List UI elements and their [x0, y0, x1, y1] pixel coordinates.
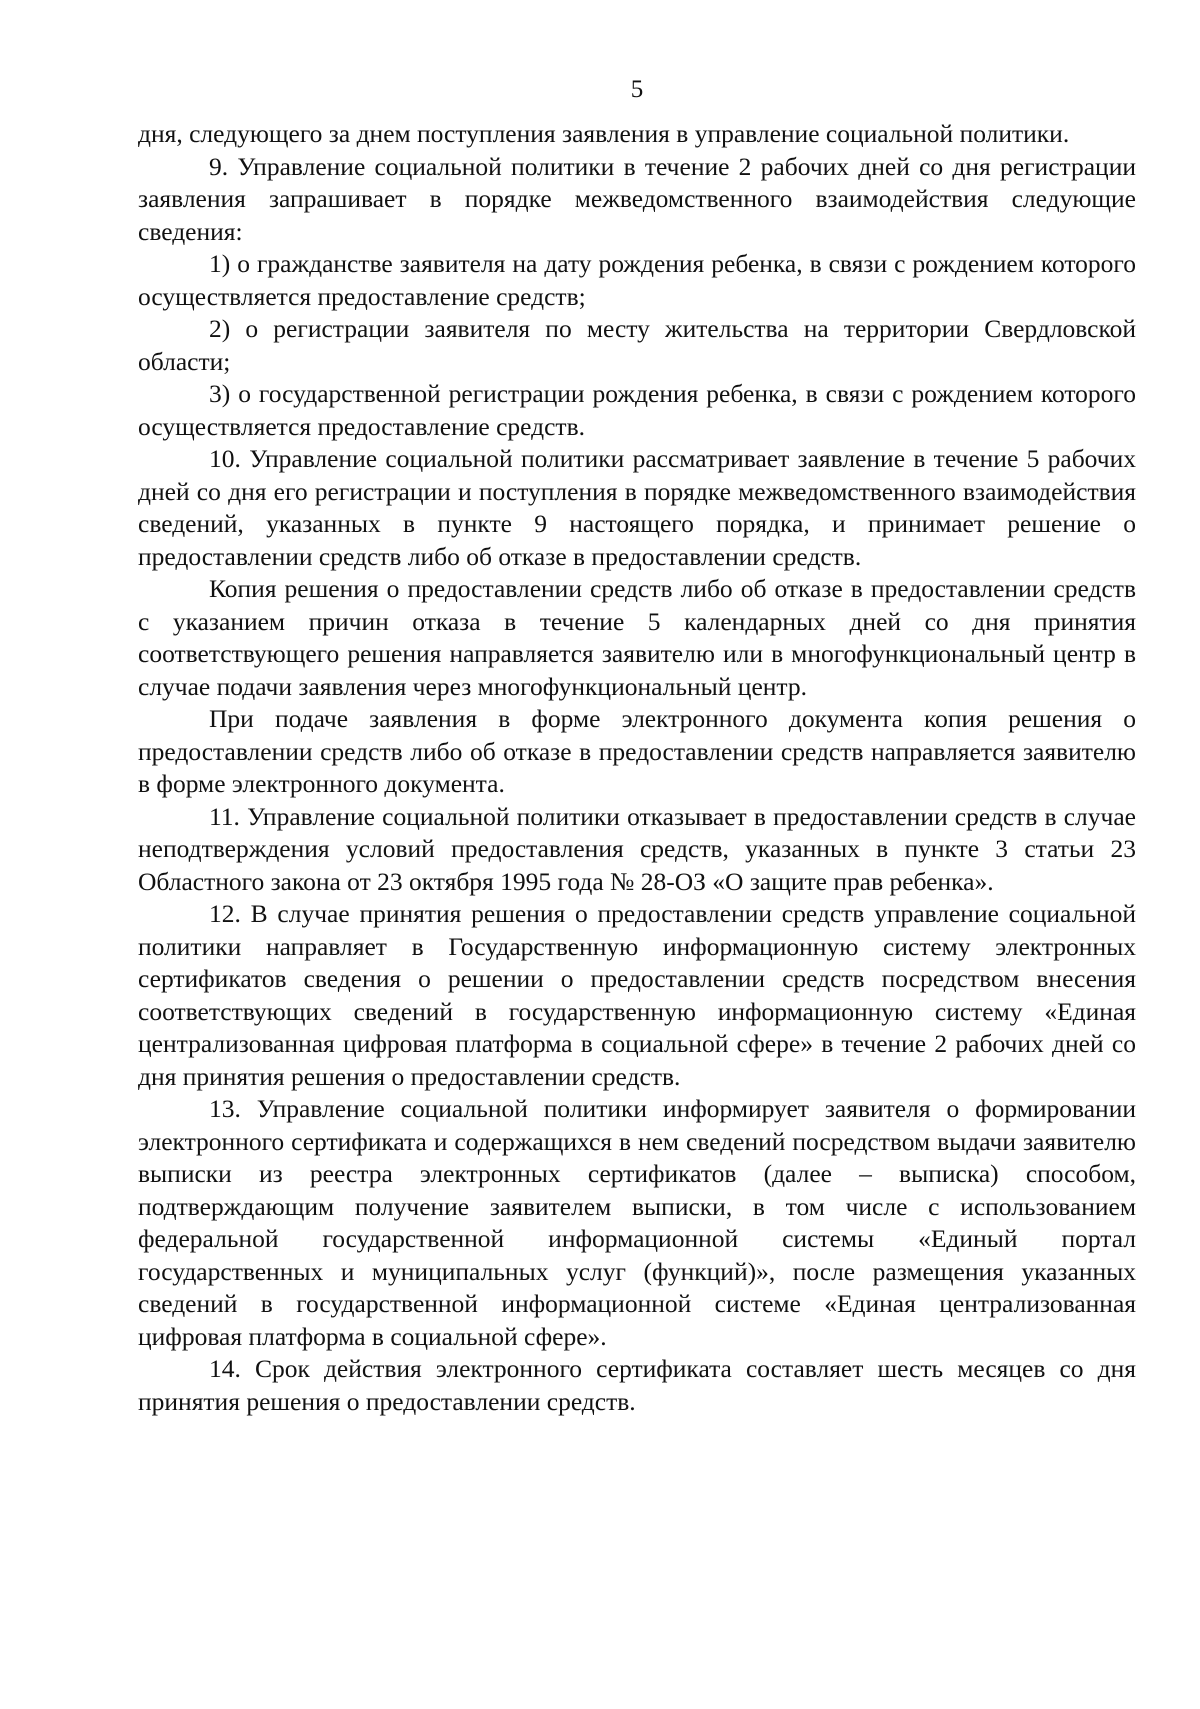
paragraph-item-13: 13. Управление социальной политики информирует заявителя о формировании электронного сертификата и содержащихся в нем сведений посредством выдачи заявителю выписки из реестра электронных сертификатов (далее – выписка) способом, подтверждающим получение заявителем выписки, в том числе с использованием федеральной государственной информационной системы «Единый портал государственных и муниципальных услуг (функций)», после размещения указанных сведений в государственной информационной системе «Единая централизованная цифровая платформа в социальной сфере».: [138, 1094, 1136, 1351]
paragraph-item-12: 12. В случае принятия решения о предоставлении средств управление социальной политики направляет в Государственную информационную систему электронных сертификатов сведения о решении о предоставлении средств посредством внесения соответствующих сведений в государственную информационную систему «Единая централизованная цифровая платформа в социальной сфере» в течение 2 рабочих дней со дня принятия решения о предоставлении средств.: [138, 899, 1136, 1091]
paragraph-item-9: 9. Управление социальной политики в течение 2 рабочих дней со дня регистрации заявления запрашивает в порядке межведомственного взаимодействия следующие сведения:: [138, 151, 1136, 246]
paragraph-item-10: 10. Управление социальной политики рассматривает заявление в течение 5 рабочих дней со дня его регистрации и поступления в порядке межведомственного взаимодействия сведений, указанных в пункте 9 настоящего порядка, и принимает решение о предоставлении средств либо об отказе в предоставлении средств.: [138, 444, 1136, 571]
paragraph-subitem-1: 1) о гражданстве заявителя на дату рождения ребенка, в связи с рождением которого осуществляется предоставление средств;: [138, 249, 1136, 311]
paragraph-continuation: дня, следующего за днем поступления заявления в управление социальной политики.: [138, 119, 1070, 148]
document-body: [138, 118, 1136, 1418]
paragraph-item-14: 14. Срок действия электронного сертификата составляет шесть месяцев со дня принятия решения о предоставлении средств.: [138, 1354, 1136, 1416]
paragraph-subitem-3: 3) о государственной регистрации рождения ребенка, в связи с рождением которого осуществляется предоставление средств.: [138, 379, 1136, 441]
paragraph-subitem-2: 2) о регистрации заявителя по месту жительства на территории Свердловской области;: [138, 314, 1136, 376]
paragraph-item-11: 11. Управление социальной политики отказывает в предоставлении средств в случае неподтверждения условий предоставления средств, указанных в пункте 3 статьи 23 Областного закона от 23 октября 1995 года № 28-ОЗ «О защите прав ребенка».: [138, 801, 1136, 896]
paragraph-electronic-form: При подаче заявления в форме электронного документа копия решения о предоставлении средств либо об отказе в предоставлении средств направляется заявителю в форме электронного документа.: [138, 704, 1136, 798]
paragraph-decision-copy: Копия решения о предоставлении средств либо об отказе в предоставлении средств с указанием причин отказа в течение 5 календарных дней со дня принятия соответствующего решения направляется заявителю или в многофункциональный центр в случае подачи заявления через многофункциональный центр.: [138, 574, 1136, 701]
page-number: 5: [630, 76, 644, 103]
